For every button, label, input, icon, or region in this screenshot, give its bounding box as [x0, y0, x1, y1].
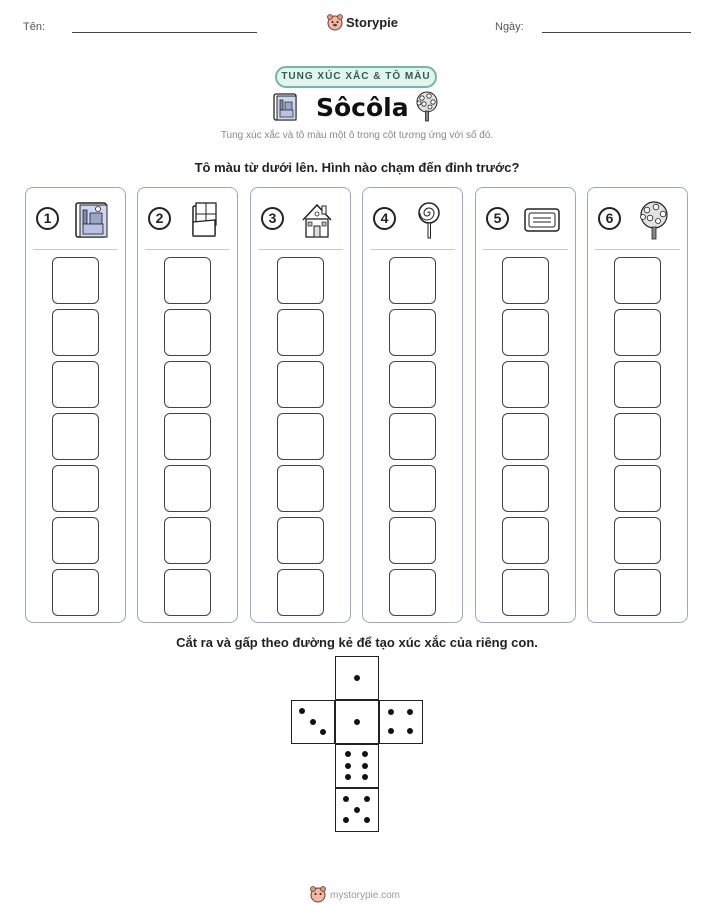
candy-tree-icon: [634, 200, 674, 240]
dice-pip: [364, 817, 370, 823]
color-box[interactable]: [389, 361, 436, 408]
column-number: 3: [261, 207, 284, 230]
date-line[interactable]: [542, 32, 691, 33]
dice-face-6: [335, 744, 379, 788]
dice-face-4: [379, 700, 423, 744]
name-line[interactable]: [72, 32, 257, 33]
color-box[interactable]: [502, 361, 549, 408]
color-box[interactable]: [502, 413, 549, 460]
dice-pip: [310, 719, 316, 725]
color-box[interactable]: [614, 361, 661, 408]
color-box[interactable]: [52, 465, 99, 512]
dice-pip: [320, 729, 326, 735]
color-box[interactable]: [52, 361, 99, 408]
cut-instruction: Cắt ra và gấp theo đường kẻ để tạo xúc xắc của riêng con.: [176, 635, 538, 650]
dice-face-3: [291, 700, 335, 744]
name-label: Tên:: [23, 21, 46, 33]
footer-url[interactable]: mystorypie.com: [330, 890, 401, 901]
dice-pip: [364, 796, 370, 802]
dice-face-1: [335, 700, 379, 744]
dice-face-5: [335, 788, 379, 832]
dice-pip: [407, 728, 413, 734]
dice-pip: [407, 709, 413, 715]
color-box[interactable]: [164, 361, 211, 408]
column-divider: [258, 249, 343, 250]
dice-pip: [362, 763, 368, 769]
dice-column-1: [25, 187, 126, 623]
color-box[interactable]: [614, 569, 661, 616]
color-box[interactable]: [164, 517, 211, 564]
color-box[interactable]: [277, 309, 324, 356]
color-box[interactable]: [502, 465, 549, 512]
color-box[interactable]: [389, 569, 436, 616]
color-box[interactable]: [164, 465, 211, 512]
color-box[interactable]: [164, 257, 211, 304]
storypie-logo-icon: [326, 13, 344, 31]
page-title: Sôcôla: [316, 93, 409, 122]
color-box[interactable]: [614, 257, 661, 304]
dice-pip: [343, 796, 349, 802]
color-box[interactable]: [277, 517, 324, 564]
dice-column-4: [362, 187, 463, 623]
color-box[interactable]: [52, 517, 99, 564]
dice-column-6: [587, 187, 688, 623]
golden-ticket-icon: [522, 200, 562, 240]
lollipop-icon: [409, 200, 449, 240]
candy-tree-title-icon: [412, 91, 442, 123]
date-label: Ngày:: [495, 21, 524, 33]
color-box[interactable]: [52, 569, 99, 616]
column-number: 4: [373, 207, 396, 230]
dice-pip: [343, 817, 349, 823]
dice-pip: [345, 751, 351, 757]
column-divider: [145, 249, 230, 250]
color-box[interactable]: [614, 465, 661, 512]
color-box[interactable]: [614, 413, 661, 460]
color-box[interactable]: [389, 309, 436, 356]
color-box[interactable]: [164, 413, 211, 460]
color-box[interactable]: [502, 517, 549, 564]
activity-badge: TUNG XÚC XẮC & TÔ MÀU: [275, 66, 437, 88]
color-box[interactable]: [502, 257, 549, 304]
color-box[interactable]: [52, 413, 99, 460]
color-box[interactable]: [277, 413, 324, 460]
color-box[interactable]: [389, 257, 436, 304]
color-box[interactable]: [614, 517, 661, 564]
color-box[interactable]: [502, 309, 549, 356]
dice-pip: [362, 774, 368, 780]
column-number: 2: [148, 207, 171, 230]
color-box[interactable]: [164, 309, 211, 356]
dice-pip: [345, 774, 351, 780]
column-divider: [370, 249, 455, 250]
color-box[interactable]: [277, 569, 324, 616]
column-divider: [595, 249, 680, 250]
color-box[interactable]: [277, 361, 324, 408]
color-box[interactable]: [389, 413, 436, 460]
chocolate-factory-icon: [72, 200, 112, 240]
dice-face-1: [335, 656, 379, 700]
color-box[interactable]: [614, 309, 661, 356]
column-number: 1: [36, 207, 59, 230]
color-box[interactable]: [389, 517, 436, 564]
column-number: 6: [598, 207, 621, 230]
column-divider: [33, 249, 118, 250]
column-divider: [483, 249, 568, 250]
color-box[interactable]: [389, 465, 436, 512]
dice-pip: [362, 751, 368, 757]
page-subtitle: Tung xúc xắc và tô màu một ô trong cột tương ứng với số đó.: [220, 130, 494, 141]
dice-column-2: [137, 187, 238, 623]
dice-pip: [354, 675, 360, 681]
dice-column-5: [475, 187, 576, 623]
dice-pip: [354, 719, 360, 725]
chocolate-factory-title-icon: [272, 92, 300, 122]
color-box[interactable]: [502, 569, 549, 616]
color-box[interactable]: [52, 257, 99, 304]
dice-column-3: [250, 187, 351, 623]
color-box[interactable]: [277, 257, 324, 304]
column-number: 5: [486, 207, 509, 230]
dice-pip: [388, 728, 394, 734]
dice-pip: [354, 807, 360, 813]
color-box[interactable]: [52, 309, 99, 356]
color-box[interactable]: [277, 465, 324, 512]
race-instruction: Tô màu từ dưới lên. Hình nào chạm đến đỉnh trước?: [194, 160, 520, 175]
dice-pip: [345, 763, 351, 769]
dice-pip: [388, 709, 394, 715]
chocolate-bar-icon: [184, 200, 224, 240]
color-box[interactable]: [164, 569, 211, 616]
brand-name: Storypie: [346, 15, 399, 30]
candy-house-icon: [297, 200, 337, 240]
dice-pip: [299, 708, 305, 714]
footer-logo-icon: [309, 885, 327, 903]
